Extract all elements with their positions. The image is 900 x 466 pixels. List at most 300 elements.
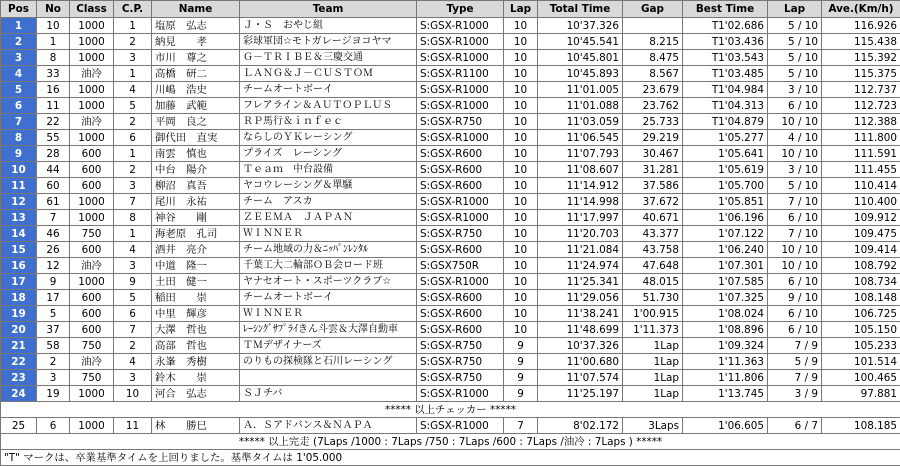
table-row [1, 210, 900, 226]
cell-best-lap: 3 / 10 [768, 82, 822, 98]
cell-best-lap: 5 / 10 [768, 50, 822, 66]
cell-total-time: 11'38.241 [538, 306, 623, 322]
header-team: Team [240, 1, 417, 18]
table-row [1, 370, 900, 386]
cell-gap: 37.672 [623, 194, 683, 210]
cell-best-lap: 6 / 7 [768, 418, 822, 434]
cell-team: Ｇ－ＴＲＩＢＥ＆三慶交通 [240, 50, 417, 66]
cell-no: 1 [37, 34, 70, 50]
cell-total-time: 11'25.197 [538, 386, 623, 402]
cell-team: ＷＩＮＮＥＲ [240, 226, 417, 242]
cell-no: 61 [37, 194, 70, 210]
cell-average-speed: 108.148 [822, 290, 900, 306]
cell-pos: 22 [1, 354, 37, 370]
cell-type: S:GSX-R600 [417, 178, 504, 194]
cell-team: ＲＰ馬行＆ｉｎｆｅｃ [240, 114, 417, 130]
cell-name: 川嶋 浩史 [152, 82, 240, 98]
cell-type: S:GSX750R [417, 258, 504, 274]
cell-best-time: 1'11.363 [683, 354, 768, 370]
cell-no: 22 [37, 114, 70, 130]
cell-best-lap: 5 / 10 [768, 18, 822, 34]
cell-average-speed: 108.185 [822, 418, 900, 434]
cell-no: 9 [37, 274, 70, 290]
cell-pos: 11 [1, 178, 37, 194]
header-row [1, 1, 900, 18]
cell-average-speed: 111.455 [822, 162, 900, 178]
cell-total-time: 11'25.341 [538, 274, 623, 290]
cell-class: 1000 [70, 18, 114, 34]
cell-no: 2 [37, 354, 70, 370]
cell-gap: 40.671 [623, 210, 683, 226]
cell-lap: 9 [504, 338, 538, 354]
cell-gap: 1Lap [623, 338, 683, 354]
cell-name: 塩原 弘志 [152, 18, 240, 34]
cell-cp: 2 [114, 34, 152, 50]
cell-team: Ｊ・Ｓ おやじ組 [240, 18, 417, 34]
cell-no: 6 [37, 418, 70, 434]
cell-name: 大澤 哲也 [152, 322, 240, 338]
cell-name: 河合 弘志 [152, 386, 240, 402]
cell-name: 南雲 慎也 [152, 146, 240, 162]
cell-type: S:GSX-R1000 [417, 34, 504, 50]
header-gap: Gap [623, 1, 683, 18]
cell-team: フレアライン＆ＡＵＴＯＰＬＵＳ [240, 98, 417, 114]
cell-type: S:GSX-R600 [417, 290, 504, 306]
cell-average-speed: 111.591 [822, 146, 900, 162]
cell-gap [623, 18, 683, 34]
cell-average-speed: 112.737 [822, 82, 900, 98]
cell-pos: 18 [1, 290, 37, 306]
table-row [1, 242, 900, 258]
cell-name: 高部 哲也 [152, 338, 240, 354]
cell-gap: 47.648 [623, 258, 683, 274]
table-row [1, 306, 900, 322]
cell-best-time: T1'03.543 [683, 50, 768, 66]
cell-lap: 10 [504, 114, 538, 130]
cell-pos: 13 [1, 210, 37, 226]
checker-section [1, 402, 900, 418]
cell-type: S:GSX-R750 [417, 354, 504, 370]
cell-type: S:GSX-R750 [417, 226, 504, 242]
cell-lap: 10 [504, 130, 538, 146]
cell-cp: 4 [114, 242, 152, 258]
cell-name: 高橋 研二 [152, 66, 240, 82]
cell-type: S:GSX-R600 [417, 242, 504, 258]
cell-cp: 10 [114, 386, 152, 402]
cell-total-time: 8'02.172 [538, 418, 623, 434]
cell-pos: 15 [1, 242, 37, 258]
cell-class: 1000 [70, 50, 114, 66]
cell-gap: 30.467 [623, 146, 683, 162]
cell-best-lap: 6 / 10 [768, 274, 822, 290]
cell-gap: 25.733 [623, 114, 683, 130]
cell-cp: 2 [114, 338, 152, 354]
header-no: No [37, 1, 70, 18]
cell-total-time: 11'01.088 [538, 98, 623, 114]
cell-class: 油冷 [70, 114, 114, 130]
cell-cp: 8 [114, 210, 152, 226]
cell-average-speed: 112.723 [822, 98, 900, 114]
cell-pos: 17 [1, 274, 37, 290]
cell-no: 60 [37, 178, 70, 194]
cell-total-time: 11'01.005 [538, 82, 623, 98]
cell-cp: 1 [114, 66, 152, 82]
cell-name: 柳沼 真吾 [152, 178, 240, 194]
cell-cp: 3 [114, 370, 152, 386]
table-row [1, 146, 900, 162]
cell-team: のりもの探検隊と石川レーシング [240, 354, 417, 370]
cell-cp: 3 [114, 258, 152, 274]
cell-best-lap: 5 / 9 [768, 354, 822, 370]
cell-gap: 8.567 [623, 66, 683, 82]
cell-type: S:GSX-R1000 [417, 130, 504, 146]
cell-class: 600 [70, 242, 114, 258]
cell-pos: 4 [1, 66, 37, 82]
header-cp: C.P. [114, 1, 152, 18]
cell-gap: 3Laps [623, 418, 683, 434]
cell-cp: 11 [114, 418, 152, 434]
cell-best-time: T1'02.686 [683, 18, 768, 34]
cell-average-speed: 111.800 [822, 130, 900, 146]
cell-lap: 10 [504, 210, 538, 226]
cell-best-time: 1'07.122 [683, 226, 768, 242]
cell-cp: 2 [114, 114, 152, 130]
cell-team: ならしのＹＫレーシング [240, 130, 417, 146]
cell-lap: 9 [504, 354, 538, 370]
cell-cp: 4 [114, 82, 152, 98]
cell-gap: 1Lap [623, 370, 683, 386]
checker-row [1, 402, 900, 418]
cell-type: S:GSX-R1000 [417, 18, 504, 34]
cell-class: 油冷 [70, 66, 114, 82]
cell-no: 16 [37, 82, 70, 98]
cell-type: S:GSX-R750 [417, 114, 504, 130]
cell-name: 林 勝巳 [152, 418, 240, 434]
cell-best-time: 1'06.240 [683, 242, 768, 258]
cell-class: 1000 [70, 34, 114, 50]
cell-class: 750 [70, 338, 114, 354]
cell-pos: 6 [1, 98, 37, 114]
cell-gap: 8.215 [623, 34, 683, 50]
cell-type: S:GSX-R1100 [417, 66, 504, 82]
table-row [1, 50, 900, 66]
cell-team: ＳＪチバ [240, 386, 417, 402]
cell-no: 11 [37, 98, 70, 114]
cell-average-speed: 109.414 [822, 242, 900, 258]
cell-team: チーム地域の力＆ﾆｯﾊﾟﾝﾚﾝﾀﾙ [240, 242, 417, 258]
cell-cp: 7 [114, 194, 152, 210]
cell-name: 市川 尊之 [152, 50, 240, 66]
cell-team: Ａ．Ｓアドバンス＆ＮＡＰＡ [240, 418, 417, 434]
cell-total-time: 11'14.912 [538, 178, 623, 194]
cell-average-speed: 116.926 [822, 18, 900, 34]
cell-no: 37 [37, 322, 70, 338]
cell-best-time: T1'04.313 [683, 98, 768, 114]
table-row [1, 82, 900, 98]
header-pos: Pos [1, 1, 37, 18]
cell-gap: 1'11.373 [623, 322, 683, 338]
cell-type: S:GSX-R600 [417, 162, 504, 178]
cell-lap: 10 [504, 82, 538, 98]
footnote-row [1, 450, 900, 466]
cell-pos: 12 [1, 194, 37, 210]
header-best-time: Best Time [683, 1, 768, 18]
cell-class: 600 [70, 146, 114, 162]
cell-name: 加藤 武範 [152, 98, 240, 114]
header-total-time: Total Time [538, 1, 623, 18]
cell-class: 600 [70, 162, 114, 178]
cell-pos: 10 [1, 162, 37, 178]
cell-best-time: 1'05.641 [683, 146, 768, 162]
cell-pos: 3 [1, 50, 37, 66]
cell-no: 55 [37, 130, 70, 146]
cell-class: 1000 [70, 98, 114, 114]
cell-pos: 2 [1, 34, 37, 50]
cell-team: ﾚｰｼﾝｸﾞｻﾌﾟﾗｲきん斗雲＆大澤自動車 [240, 322, 417, 338]
cell-lap: 10 [504, 146, 538, 162]
cell-total-time: 11'20.703 [538, 226, 623, 242]
finish-row [1, 434, 900, 450]
cell-pos: 24 [1, 386, 37, 402]
cell-gap: 43.758 [623, 242, 683, 258]
cell-class: 750 [70, 370, 114, 386]
cell-class: 600 [70, 306, 114, 322]
cell-best-lap: 5 / 10 [768, 178, 822, 194]
cell-pos: 8 [1, 130, 37, 146]
cell-total-time: 11'03.059 [538, 114, 623, 130]
cell-best-time: 1'06.605 [683, 418, 768, 434]
cell-lap: 10 [504, 322, 538, 338]
cell-best-lap: 5 / 10 [768, 66, 822, 82]
cell-cp: 7 [114, 322, 152, 338]
cell-cp: 5 [114, 98, 152, 114]
cell-total-time: 11'14.998 [538, 194, 623, 210]
cell-cp: 4 [114, 354, 152, 370]
cell-total-time: 10'45.541 [538, 34, 623, 50]
cell-team: チームオートボーイ [240, 290, 417, 306]
cell-gap: 51.730 [623, 290, 683, 306]
cell-type: S:GSX-R1000 [417, 418, 504, 434]
cell-lap: 10 [504, 98, 538, 114]
cell-average-speed: 115.392 [822, 50, 900, 66]
cell-best-lap: 5 / 10 [768, 34, 822, 50]
cell-team: ＴＭデザイナーズ [240, 338, 417, 354]
cell-lap: 7 [504, 418, 538, 434]
cell-team: 彩球軍団☆モトガレージヨコヤマ [240, 34, 417, 50]
cell-best-lap: 9 / 10 [768, 290, 822, 306]
cell-class: 1000 [70, 82, 114, 98]
cell-type: S:GSX-R1000 [417, 98, 504, 114]
cell-best-time: 1'06.196 [683, 210, 768, 226]
cell-average-speed: 97.881 [822, 386, 900, 402]
cell-lap: 10 [504, 178, 538, 194]
cell-name: 中台 陽介 [152, 162, 240, 178]
cell-gap: 1Lap [623, 386, 683, 402]
cell-total-time: 11'00.680 [538, 354, 623, 370]
cell-type: S:GSX-R600 [417, 306, 504, 322]
cell-class: 600 [70, 322, 114, 338]
cell-team: ＷＩＮＮＥＲ [240, 306, 417, 322]
cell-total-time: 11'21.084 [538, 242, 623, 258]
cell-best-lap: 10 / 10 [768, 146, 822, 162]
cell-no: 7 [37, 210, 70, 226]
cell-gap: 37.586 [623, 178, 683, 194]
cell-average-speed: 110.414 [822, 178, 900, 194]
nonclassified-body [1, 418, 900, 434]
cell-type: S:GSX-R1000 [417, 274, 504, 290]
cell-type: S:GSX-R600 [417, 146, 504, 162]
cell-name: 稲田 崇 [152, 290, 240, 306]
cell-best-time: 1'05.851 [683, 194, 768, 210]
cell-pos: 20 [1, 322, 37, 338]
cell-best-time: 1'13.745 [683, 386, 768, 402]
cell-average-speed: 106.725 [822, 306, 900, 322]
cell-best-time: 1'11.806 [683, 370, 768, 386]
cell-class: 1000 [70, 274, 114, 290]
table-row [1, 194, 900, 210]
checker-label: ***** 以上チェッカー ***** [1, 402, 900, 418]
cell-lap: 10 [504, 226, 538, 242]
cell-no: 46 [37, 226, 70, 242]
table-row [1, 130, 900, 146]
cell-class: 油冷 [70, 258, 114, 274]
header-class: Class [70, 1, 114, 18]
table-row [1, 290, 900, 306]
cell-gap: 1Lap [623, 354, 683, 370]
cell-lap: 10 [504, 194, 538, 210]
cell-pos: 9 [1, 146, 37, 162]
cell-total-time: 11'06.545 [538, 130, 623, 146]
cell-no: 12 [37, 258, 70, 274]
cell-team: ヤコウレーシング＆單騒 [240, 178, 417, 194]
table-row [1, 258, 900, 274]
cell-total-time: 10'45.801 [538, 50, 623, 66]
cell-pos: 21 [1, 338, 37, 354]
cell-average-speed: 105.150 [822, 322, 900, 338]
cell-name: 平岡 良之 [152, 114, 240, 130]
cell-lap: 10 [504, 306, 538, 322]
cell-total-time: 11'07.793 [538, 146, 623, 162]
cell-type: S:GSX-R600 [417, 322, 504, 338]
cell-name: 神谷 剛 [152, 210, 240, 226]
cell-lap: 10 [504, 274, 538, 290]
cell-no: 10 [37, 18, 70, 34]
cell-no: 58 [37, 338, 70, 354]
cell-class: 600 [70, 290, 114, 306]
cell-lap: 10 [504, 66, 538, 82]
cell-cp: 6 [114, 130, 152, 146]
cell-pos: 1 [1, 18, 37, 34]
cell-gap: 1'00.915 [623, 306, 683, 322]
cell-name: 土田 健一 [152, 274, 240, 290]
table-row [1, 322, 900, 338]
cell-best-lap: 7 / 9 [768, 338, 822, 354]
cell-team: チームオートボーイ [240, 82, 417, 98]
cell-team: ＬＡＮＧ＆Ｊ－ＣＵＳＴＯＭ [240, 66, 417, 82]
cell-name: 御代田 直実 [152, 130, 240, 146]
cell-lap: 10 [504, 34, 538, 50]
cell-class: 750 [70, 226, 114, 242]
table-row [1, 338, 900, 354]
cell-lap: 10 [504, 50, 538, 66]
cell-best-time: T1'04.984 [683, 82, 768, 98]
cell-no: 19 [37, 386, 70, 402]
cell-pos: 7 [1, 114, 37, 130]
cell-name: 海老原 孔司 [152, 226, 240, 242]
cell-lap: 10 [504, 18, 538, 34]
table-row [1, 98, 900, 114]
cell-no: 5 [37, 306, 70, 322]
cell-pos: 14 [1, 226, 37, 242]
cell-type: S:GSX-R1000 [417, 50, 504, 66]
cell-gap: 23.762 [623, 98, 683, 114]
cell-team: チーム アスカ [240, 194, 417, 210]
cell-name: 尾川 永祐 [152, 194, 240, 210]
cell-best-time: T1'03.436 [683, 34, 768, 50]
header-best-lap: Lap [768, 1, 822, 18]
cell-average-speed: 115.375 [822, 66, 900, 82]
cell-gap: 23.679 [623, 82, 683, 98]
cell-class: 1000 [70, 386, 114, 402]
result-body [1, 18, 900, 402]
cell-best-time: 1'05.277 [683, 130, 768, 146]
cell-pos: 5 [1, 82, 37, 98]
cell-pos: 19 [1, 306, 37, 322]
cell-gap: 31.281 [623, 162, 683, 178]
cell-best-time: 1'07.325 [683, 290, 768, 306]
cell-average-speed: 105.233 [822, 338, 900, 354]
cell-total-time: 11'17.997 [538, 210, 623, 226]
cell-best-time: 1'07.301 [683, 258, 768, 274]
table-row [1, 386, 900, 402]
cell-name: 納見 孝 [152, 34, 240, 50]
cell-best-time: T1'03.485 [683, 66, 768, 82]
cell-gap: 48.015 [623, 274, 683, 290]
cell-no: 17 [37, 290, 70, 306]
cell-cp: 2 [114, 162, 152, 178]
cell-pos: 23 [1, 370, 37, 386]
cell-best-lap: 7 / 10 [768, 226, 822, 242]
cell-best-lap: 6 / 10 [768, 98, 822, 114]
cell-team: Ｔｅａｍ 中台設備 [240, 162, 417, 178]
cell-pos: 25 [1, 418, 37, 434]
cell-class: 1000 [70, 194, 114, 210]
cell-best-time: 1'05.700 [683, 178, 768, 194]
cell-total-time: 10'45.893 [538, 66, 623, 82]
table-row [1, 162, 900, 178]
cell-cp: 6 [114, 306, 152, 322]
cell-no: 44 [37, 162, 70, 178]
cell-name: 鈴木 崇 [152, 370, 240, 386]
cell-cp: 1 [114, 226, 152, 242]
cell-type: S:GSX-R1000 [417, 194, 504, 210]
cell-total-time: 11'24.974 [538, 258, 623, 274]
cell-no: 8 [37, 50, 70, 66]
table-row [1, 178, 900, 194]
cell-best-lap: 6 / 10 [768, 210, 822, 226]
cell-best-time: 1'09.324 [683, 338, 768, 354]
cell-gap: 43.377 [623, 226, 683, 242]
cell-team: ＺＥＥＭＡ ＪＡＰＡＮ [240, 210, 417, 226]
cell-best-lap: 6 / 10 [768, 306, 822, 322]
cell-type: S:GSX-R1000 [417, 82, 504, 98]
table-row [1, 34, 900, 50]
cell-no: 26 [37, 242, 70, 258]
cell-best-lap: 3 / 10 [768, 162, 822, 178]
cell-team: ヤナセオート・スポーツクラブ☆ [240, 274, 417, 290]
table-row [1, 114, 900, 130]
cell-gap: 8.475 [623, 50, 683, 66]
